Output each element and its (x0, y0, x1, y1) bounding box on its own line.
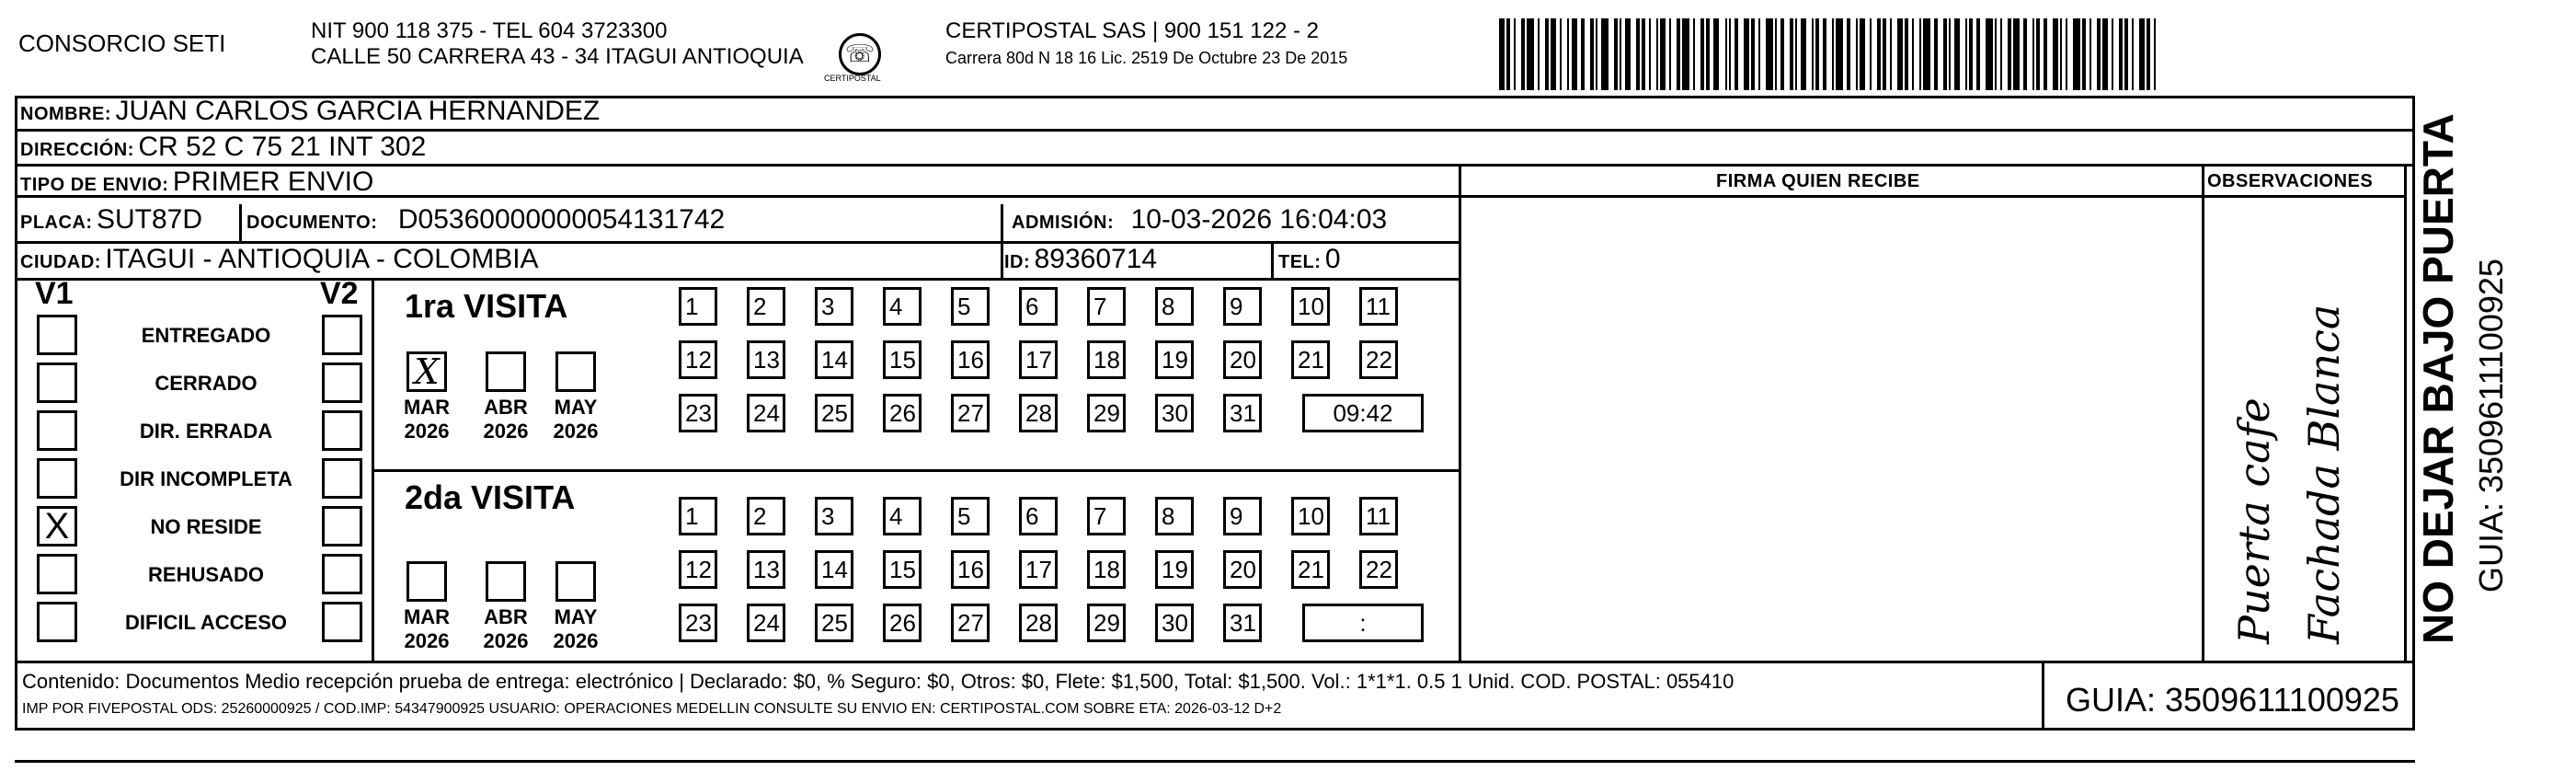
calendar-day[interactable]: 15 (883, 340, 922, 379)
barcode-bar (1923, 18, 1930, 90)
calendar-day[interactable]: 22 (1359, 340, 1398, 379)
id-value: 89360714 (1034, 244, 1158, 274)
visit-time[interactable]: : (1302, 604, 1424, 642)
calendar-day[interactable]: 26 (883, 394, 922, 432)
recipient-address: CR 52 C 75 21 INT 302 (138, 132, 427, 162)
calendar-day[interactable]: 12 (679, 550, 717, 589)
calendar-day[interactable]: 12 (679, 340, 717, 379)
calendar-day[interactable]: 21 (1291, 550, 1330, 589)
calendar-day[interactable]: 25 (815, 604, 853, 642)
name-row (20, 96, 600, 127)
barcode-bar (1986, 18, 1993, 90)
name-label: NOMBRE: (20, 104, 112, 124)
calendar-day[interactable]: 30 (1155, 604, 1194, 642)
month-label (548, 396, 603, 443)
status-label: ENTREGADO (141, 324, 271, 347)
side-guide: GUIA: 3509611100925 (2472, 259, 2510, 593)
calendar-day[interactable]: 20 (1223, 340, 1262, 379)
footer-guide: GUIA: 3509611100925 (2066, 681, 2399, 719)
calendar-day[interactable]: 2 (747, 287, 785, 326)
calendar-day[interactable]: 18 (1087, 340, 1126, 379)
calendar-day[interactable]: 11 (1359, 287, 1398, 326)
handwritten-note-line1: Puerta cafe (2229, 397, 2279, 644)
month-label (399, 605, 454, 653)
status-label: CERRADO (155, 372, 258, 395)
calendar-day[interactable]: 7 (1087, 497, 1126, 535)
calendar-day[interactable]: 30 (1155, 394, 1194, 432)
company-info (311, 18, 804, 70)
tel-label: TEL: (1278, 252, 1322, 272)
calendar-day[interactable]: 18 (1087, 550, 1126, 589)
v2-checkbox[interactable] (322, 410, 362, 451)
first-visit-title: 1ra VISITA (405, 287, 568, 325)
calendar-day[interactable]: 9 (1223, 497, 1262, 535)
calendar-day[interactable]: 26 (883, 604, 922, 642)
v2-label: V2 (320, 276, 359, 311)
company-name: CONSORCIO SETI (18, 29, 226, 57)
admission-field (1012, 204, 1387, 236)
shipment-type: PRIMER ENVIO (172, 167, 374, 197)
month-label (478, 605, 533, 653)
barcode-bar (1601, 18, 1609, 90)
calendar-day[interactable]: 4 (883, 287, 922, 326)
plate-field (20, 204, 202, 236)
calendar-day[interactable]: 19 (1155, 340, 1194, 379)
barcode-bar (1766, 18, 1773, 90)
calendar-day[interactable]: 28 (1019, 604, 1058, 642)
month-year: 2026 (553, 420, 599, 443)
month-name: MAR (403, 396, 451, 419)
tel-value: 0 (1324, 244, 1341, 274)
recipient-name: JUAN CARLOS GARCIA HERNANDEZ (115, 96, 601, 126)
v1-check-mark: X (44, 506, 70, 547)
document-value: D05360000000054131742 (397, 204, 726, 235)
address-label: DIRECCIÓN: (20, 140, 134, 160)
type-label: TIPO DE ENVIO: (20, 175, 169, 195)
address-line: CALLE 50 CARRERA 43 - 34 ITAGUI ANTIOQUIA (311, 44, 804, 69)
delivery-form (15, 96, 2415, 731)
month-checkbox[interactable] (555, 561, 596, 602)
tel-field (1278, 244, 1341, 275)
calendar-day[interactable]: 10 (1291, 287, 1330, 326)
v1-checkbox[interactable] (37, 458, 77, 499)
status-label: DIR INCOMPLETA (120, 467, 292, 490)
calendar-day[interactable]: 14 (815, 340, 853, 379)
calendar-day[interactable]: 1 (679, 287, 717, 326)
month-checkbox[interactable] (486, 351, 526, 392)
plate-value: SUT87D (97, 204, 203, 235)
calendar-day[interactable]: 5 (951, 497, 990, 535)
month-label (478, 396, 533, 443)
admission-value: 10-03-2026 16:04:03 (1130, 204, 1388, 235)
v1-checkbox[interactable] (37, 602, 77, 642)
v1-checkbox[interactable] (37, 410, 77, 451)
month-checkbox[interactable] (406, 561, 447, 602)
calendar-day[interactable]: 27 (951, 604, 990, 642)
calendar-day[interactable]: 21 (1291, 340, 1330, 379)
certipostal-line: CERTIPOSTAL SAS | 900 151 122 - 2 (945, 18, 1319, 43)
month-year: 2026 (553, 629, 599, 652)
calendar-day[interactable]: 1 (679, 497, 717, 535)
calendar-day[interactable]: 27 (951, 394, 990, 432)
calendar-day[interactable]: 16 (951, 340, 990, 379)
v2-checkbox[interactable] (322, 554, 362, 594)
city-value: ITAGUI - ANTIOQUIA - COLOMBIA (105, 244, 539, 274)
month-label (548, 605, 603, 653)
signature-header: FIRMA QUIEN RECIBE (1716, 171, 1920, 191)
month-name: MAY (554, 396, 598, 419)
month-checkbox[interactable] (486, 561, 526, 602)
v2-checkbox[interactable] (322, 362, 362, 403)
calendar-day[interactable]: 11 (1359, 497, 1398, 535)
v1-label: V1 (35, 276, 74, 311)
v2-checkbox[interactable] (322, 506, 362, 547)
calendar-day[interactable]: 19 (1155, 550, 1194, 589)
calendar-day[interactable]: 16 (951, 550, 990, 589)
type-row (20, 167, 373, 198)
calendar-day[interactable]: 23 (679, 394, 717, 432)
calendar-day[interactable]: 14 (815, 550, 853, 589)
calendar-day[interactable]: 2 (747, 497, 785, 535)
month-name: ABR (484, 396, 528, 419)
observations-header: OBSERVACIONES (2207, 171, 2374, 191)
calendar-day[interactable]: 22 (1359, 550, 1398, 589)
v2-checkbox[interactable] (322, 602, 362, 642)
calendar-day[interactable]: 5 (951, 287, 990, 326)
v1-checkbox[interactable] (37, 554, 77, 594)
calendar-day[interactable]: 25 (815, 394, 853, 432)
barcode-bar (2073, 18, 2080, 90)
side-warning: NO DEJAR BAJO PUERTA (2414, 113, 2462, 644)
calendar-day[interactable]: 8 (1155, 287, 1194, 326)
admission-label: ADMISIÓN: (1012, 213, 1115, 233)
footer-content: Contenido: Documentos Medio recepción prueba de entrega: electrónico | Declarado: $0, % Seguro: $0, Otros: $0, Flete: $1,500, Total: $1,500. Vol.: 1*1*1. 0.5 1 Unid. COD. POSTAL: 055410 (22, 670, 1735, 693)
calendar-day[interactable]: 6 (1019, 497, 1058, 535)
calendar-day[interactable]: 4 (883, 497, 922, 535)
barcode-bar (1682, 18, 1689, 90)
license-line: Carrera 80d N 18 16 Lic. 2519 De Octubre 23 De 2015 (945, 49, 1348, 67)
v2-checkbox[interactable] (322, 315, 362, 355)
month-checkbox[interactable] (406, 351, 447, 392)
footer-imp: IMP POR FIVEPOSTAL ODS: 25260000925 / COD.IMP: 54347900925 USUARIO: OPERACIONES MEDELLIN CONSULTE SU ENVIO EN: CERTIPOSTAL.COM SOBRE ETA: 2026-03-12 D+2 (22, 701, 1282, 717)
handwritten-note-line2: Fachada Blanca (2299, 304, 2349, 644)
v2-checkbox[interactable] (322, 458, 362, 499)
status-label: DIFICIL ACCESO (124, 611, 287, 634)
visit-time[interactable]: 09:42 (1302, 394, 1424, 432)
month-checkbox[interactable] (555, 351, 596, 392)
calendar-day[interactable]: 31 (1223, 394, 1262, 432)
calendar-day[interactable]: 24 (747, 394, 785, 432)
calendar-day[interactable]: 7 (1087, 287, 1126, 326)
month-year: 2026 (483, 629, 529, 652)
calendar-day[interactable]: 13 (747, 340, 785, 379)
calendar-day[interactable]: 28 (1019, 394, 1058, 432)
v1-checkbox[interactable] (37, 362, 77, 403)
month-year: 2026 (483, 420, 529, 443)
calendar-day[interactable]: 20 (1223, 550, 1262, 589)
id-label: ID: (1004, 252, 1031, 272)
calendar-day[interactable]: 24 (747, 604, 785, 642)
document-label: DOCUMENTO: (246, 213, 378, 233)
month-name: ABR (484, 605, 528, 628)
calendar-day[interactable]: 17 (1019, 550, 1058, 589)
barcode (1499, 18, 2161, 90)
calendar-day[interactable]: 29 (1087, 394, 1126, 432)
v1-checkbox[interactable] (37, 506, 77, 547)
address-row (20, 132, 426, 163)
calendar-day[interactable]: 3 (815, 287, 853, 326)
certipostal-logo-icon: ☏ (839, 33, 881, 75)
calendar-day[interactable]: 9 (1223, 287, 1262, 326)
calendar-day[interactable]: 17 (1019, 340, 1058, 379)
id-field (1004, 244, 1157, 275)
status-label: NO RESIDE (150, 515, 262, 538)
status-label: REHUSADO (148, 563, 264, 586)
month-year: 2026 (404, 420, 450, 443)
calendar-day[interactable]: 13 (747, 550, 785, 589)
month-label (399, 396, 454, 443)
calendar-day[interactable]: 8 (1155, 497, 1194, 535)
calendar-day[interactable]: 3 (815, 497, 853, 535)
calendar-day[interactable]: 10 (1291, 497, 1330, 535)
barcode-bar (1527, 18, 1534, 90)
month-name: MAY (554, 605, 598, 628)
certipostal-info (945, 18, 1347, 71)
status-label: DIR. ERRADA (139, 420, 273, 443)
city-field (20, 244, 539, 275)
month-year: 2026 (404, 629, 450, 652)
calendar-day[interactable]: 23 (679, 604, 717, 642)
calendar-day[interactable]: 15 (883, 550, 922, 589)
calendar-day[interactable]: 31 (1223, 604, 1262, 642)
nit-line: NIT 900 118 375 - TEL 604 3723300 (311, 18, 668, 43)
calendar-day[interactable]: 29 (1087, 604, 1126, 642)
calendar-day[interactable]: 6 (1019, 287, 1058, 326)
month-name: MAR (403, 605, 451, 628)
second-visit-title: 2da VISITA (405, 478, 576, 516)
city-label: CIUDAD: (20, 252, 101, 272)
barcode-bar (1836, 18, 1843, 90)
logo-text: CERTIPOSTAL (824, 74, 881, 83)
v1-checkbox[interactable] (37, 315, 77, 355)
document-field (246, 204, 725, 236)
plate-label: PLACA: (20, 213, 93, 233)
month-check-mark: X (414, 351, 440, 392)
